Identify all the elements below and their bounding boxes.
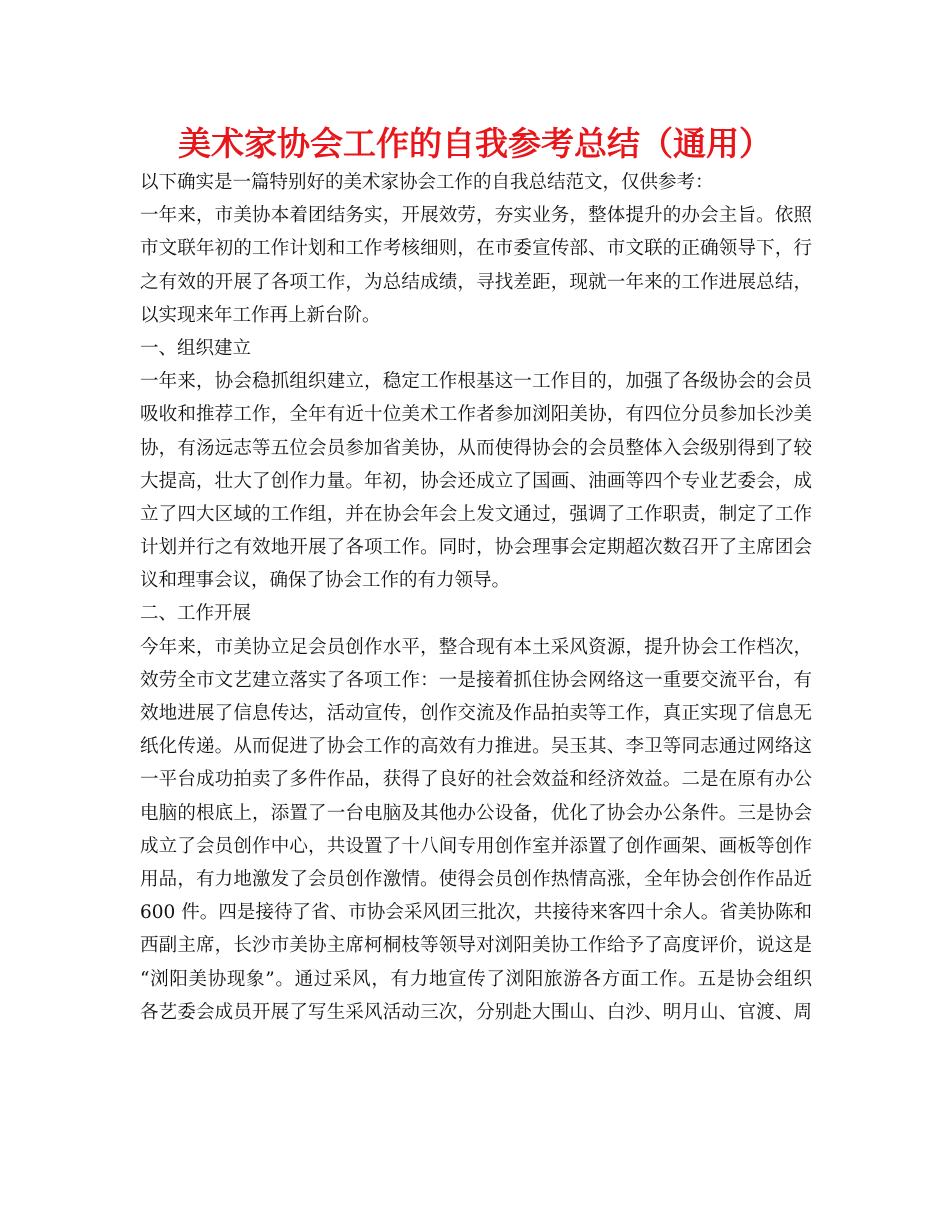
body-line: 一、组织建立 [140,337,252,359]
body-line: 吸收和推荐工作，全年有近十位美术工作者参加浏阳美协，有四位分员参加长沙美 [140,404,812,426]
body-line: 成立了会员创作中心，共设置了十八间专用创作室并添置了创作画架、画板等创作 [140,835,812,857]
body-line: 二、工作开展 [140,603,252,625]
body-line: 以下确实是一篇特别好的美术家协会工作的自我总结范文，仅供参考： [140,172,714,193]
body-line: 西副主席，长沙市美协主席柯桐枝等领导对浏阳美协工作给予了高度评价，说这是 [140,935,812,957]
body-line: 各艺委会成员开展了写生采风活动三次，分别赴大围山、白沙、明月山、官渡、周 [140,1001,812,1023]
body-line: 立了四大区域的工作组，并在协会年会上发文通过，强调了工作职责，制定了工作 [140,503,812,525]
body-line: 纸化传递。从而促进了协会工作的高效有力推进。吴玉其、李卫等同志通过网络这 [140,736,812,758]
body-line: 电脑的根底上，添置了一台电脑及其他办公设备，优化了协会办公条件。三是协会 [140,802,812,824]
body-line: 市文联年初的工作计划和工作考核细则，在市委宣传部、市文联的正确领导下，行 [140,238,812,260]
body-line: 大提高，壮大了创作力量。年初，协会还成立了国画、油画等四个专业艺委会，成 [140,470,812,492]
body-line: “浏阳美协现象”。通过采风，有力地宣传了浏阳旅游各方面工作。五是协会组织 [140,968,812,990]
body-line: 效劳全市文艺建立落实了各项工作：一是接着抓住协会网络这一重要交流平台，有 [140,669,812,691]
body-line: 计划并行之有效地开展了各项工作。同时，协会理事会定期超次数召开了主席团会 [140,537,812,559]
body-line: 600 件。四是接待了省、市协会采风团三批次，共接待来客四十余人。省美协陈和 [140,902,812,924]
document-body [140,166,812,1029]
body-line: 协，有汤远志等五位会员参加省美协，从而使得协会的会员整体入会级别得到了较 [140,437,812,459]
body-line: 一年来，市美协本着团结务实，开展效劳，夯实业务，整体提升的办会主旨。依照 [140,205,812,227]
body-line: 用品，有力地激发了会员创作激情。使得会员创作热情高涨，全年协会创作作品近 [140,868,812,890]
body-line: 效地进展了信息传达，活动宣传，创作交流及作品拍卖等工作，真正实现了信息无 [140,703,812,724]
document-title: 美术家协会工作的自我参考总结（通用） [178,124,772,163]
body-line: 议和理事会议，确保了协会工作的有力领导。 [140,570,511,592]
body-line: 以实现来年工作再上新台阶。 [140,304,381,326]
body-line: 一年来，协会稳抓组织建立，稳定工作根基这一工作目的，加强了各级协会的会员 [140,371,812,393]
body-line: 之有效的开展了各项工作，为总结成绩，寻找差距，现就一年来的工作进展总结， [140,271,812,293]
body-line: 今年来，市美协立足会员创作水平，整合现有本土采风资源，提升协会工作档次， [140,636,812,658]
body-line: 一平台成功拍卖了多件作品，获得了良好的社会效益和经济效益。二是在原有办公 [140,769,812,791]
